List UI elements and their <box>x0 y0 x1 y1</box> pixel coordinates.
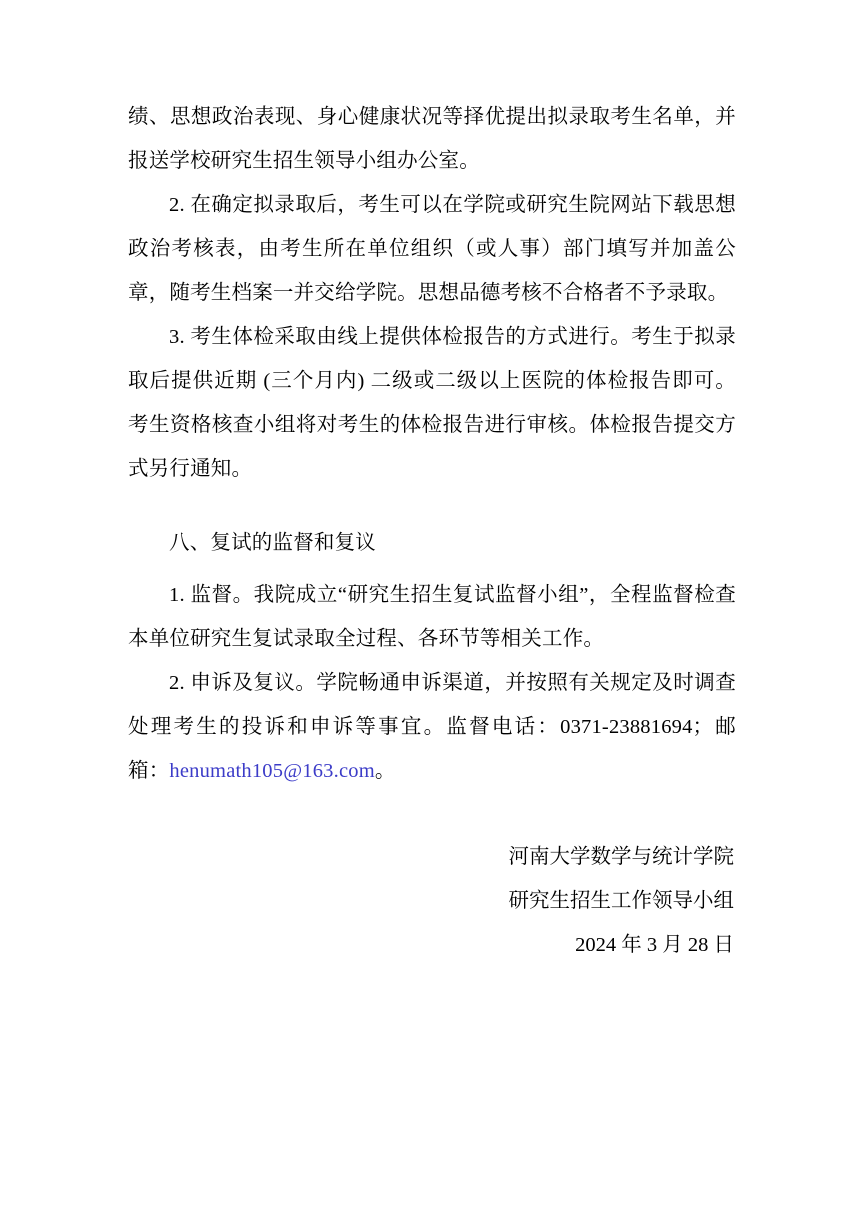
signature-block <box>128 835 736 967</box>
paragraph-continued: 绩、思想政治表现、身心健康状况等择优提出拟录取考生名单，并报送学校研究生招生领导小组办公室。 <box>128 106 736 172</box>
signature-line-college: 河南大学数学与统计学院 <box>508 846 734 868</box>
section-heading-supervision-appeal: 八、复试的监督和复议 <box>169 532 376 554</box>
signature-line-date: 2024 年 3 月 28 日 <box>575 934 734 956</box>
document-body <box>128 95 736 967</box>
appeal-lead-text: 2. 申诉及复议。学院畅通申诉渠道，并按照有关规定及时调查处理考生的投诉和申诉等事宜。监督电话：0371-23881694；邮箱： <box>128 672 736 782</box>
paragraph-item-2-political-review: 2. 在确定拟录取后，考生可以在学院或研究生院网站下载思想政治考核表，由考生所在单位组织（或人事）部门填写并加盖公章，随考生档案一并交给学院。思想品德考核不合格者不予录取。 <box>128 194 736 304</box>
paragraph-item-1-supervision: 1. 监督。我院成立“研究生招生复试监督小组”，全程监督检查本单位研究生复试录取全过程、各环节等相关工作。 <box>128 584 736 650</box>
appeal-tail-text: 。 <box>374 760 396 782</box>
contact-email-link[interactable]: henumath105@163.com <box>169 760 375 782</box>
paragraph-item-3-physical-exam: 3. 考生体检采取由线上提供体检报告的方式进行。考生于拟录取后提供近期 (三个月内) 二级或二级以上医院的体检报告即可。 考生资格核查小组将对考生的体检报告进行审核。体检报告提交方式另行通知。 <box>128 326 736 480</box>
signature-line-group: 研究生招生工作领导小组 <box>508 890 734 912</box>
paragraph-item-2-appeal <box>128 661 736 793</box>
